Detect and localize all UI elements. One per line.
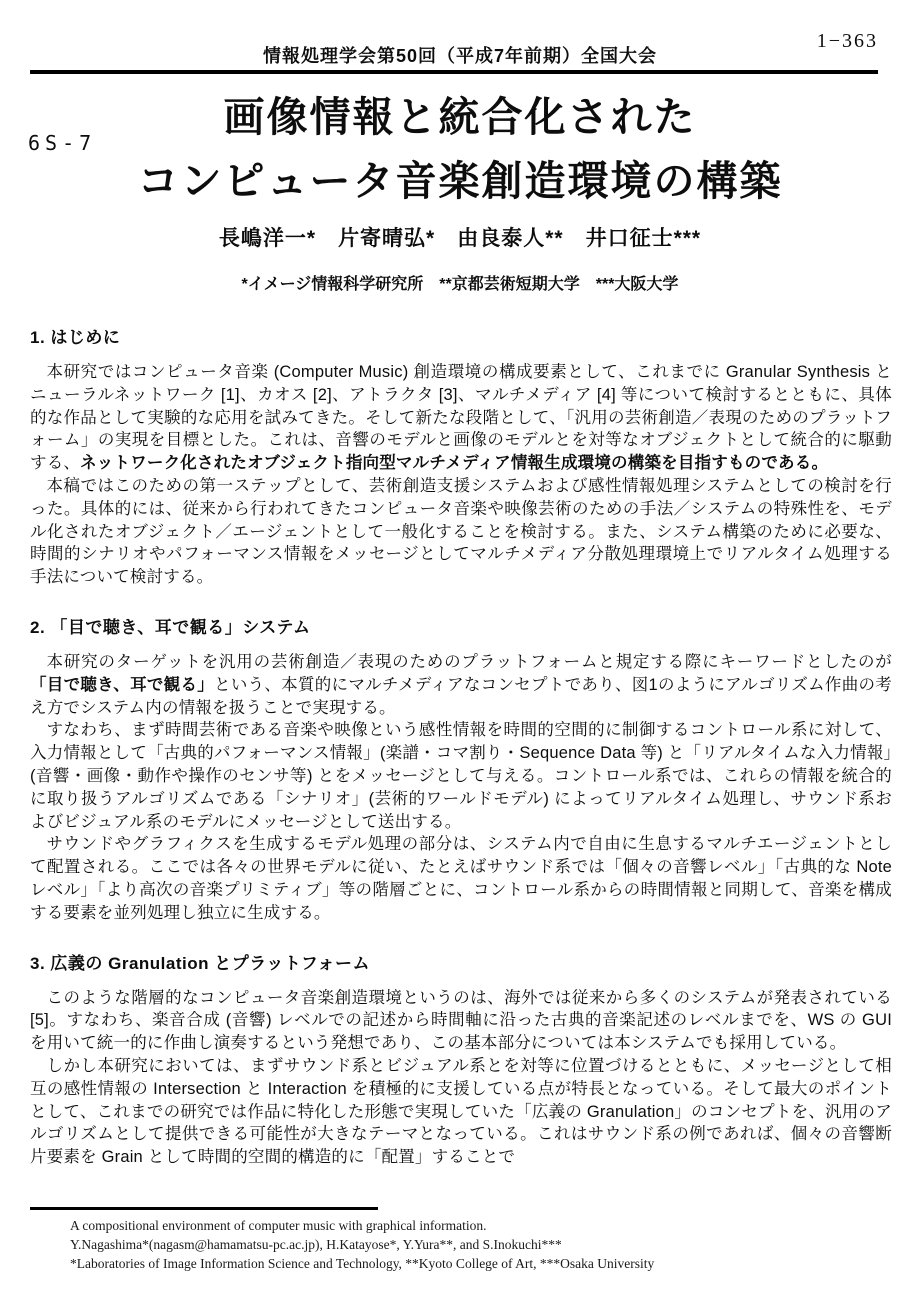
section-heading: 3. 広義の Granulation とプラットフォーム: [30, 953, 371, 973]
paragraph-text: このような階層的なコンピュータ音楽創造環境というのは、海外では従来から多くのシステムが発表されている [5]。すなわち、楽音合成 (音響) レベルでの記述から時間軸に沿った古典的音楽記述のレベルまでを、WS の GUI を用いて統一的に作曲し演奏するという発想であり、この基本部分については本システムでも採用している。: [30, 988, 892, 1053]
paragraph-bold-text: ネットワーク化されたオブジェクト指向型マルチメディア情報生成環境の構築を目指すものである。: [80, 454, 829, 473]
paper-title-line1: 画像情報と統合化された: [223, 94, 697, 140]
section-introduction: [30, 323, 892, 589]
paragraph: [30, 361, 892, 475]
paragraph: [30, 987, 892, 1055]
paragraph-text: すなわち、まず時間芸術である音楽や映像という感性情報を時間的空間的に制御するコントロール系に対して、入力情報として「古典的パフォーマンス情報」(楽譜・コマ割り・Sequence Data 等) と「リアルタイムな入力情報」(音響・画像・動作や操作のセンサ等) とをメッセージとして与える。コントロール系では、これらの情報を統合的に取り扱うアルゴリズムである「シナリオ」(芸術的ワールドモデル) によってリアルタイム処理し、サウンド系およびビジュアル系のモデルにメッセージとして送出する。: [30, 721, 892, 831]
paragraph-bold-text: 「目で聴き、耳で観る」: [30, 675, 215, 694]
section-granulation-platform: [30, 949, 892, 1169]
paragraph-text: サウンドやグラフィクスを生成するモデル処理の部分は、システム内で自由に生息するマルチエージェントとして配置される。ここでは各々の世界モデルに従い、たとえばサウンド系では「個々の音響レベル」「古典的な Note レベル」「より高次の音楽プリミティブ」等の階層ごとに、コントロール系からの時間情報と同期して、音楽を構成する要素を並列処理し独立に生成する。: [30, 835, 892, 922]
paragraph: [30, 475, 892, 589]
affiliations-line: *イメージ情報科学研究所 **京都芸術短期大学 ***大阪大学: [241, 276, 679, 293]
conference-header: 情報処理学会第50回（平成7年前期）全国大会: [262, 46, 658, 66]
paragraph-text: 本稿ではこのための第一ステップとして、芸術創造支援システムおよび感性情報処理システムとしての検討を行った。具体的には、従来から行われてきたコンピュータ音楽や映像芸術のための手法／システムの特殊性を、モデル化されたオブジェクト／エージェントとして一般化することを検討する。また、システム構築のために必要な、時間的シナリオやパフォーマンス情報をメッセージとしてマルチメディア分散処理環境上でリアルタイム処理する手法について検討する。: [30, 476, 892, 587]
page-number: 1−363: [816, 30, 878, 52]
paragraph: [30, 719, 892, 833]
footnote: [30, 1207, 892, 1273]
footnote-english-affiliations: *Laboratories of Image Information Science and Technology, **Kyoto College of Art, ***Osaka University: [70, 1256, 655, 1271]
paragraph: [30, 833, 892, 924]
section-heading: 1. はじめに: [30, 328, 121, 347]
paragraph-text: 本研究ではコンピュータ音楽 (Computer Music) 創造環境の構成要素として、これまでに Granular Synthesis とニューラルネットワーク [1]、カオス [2]、アトラクタ [3]、マルチメディア [4] 等について検討するとともに、具体的な作品として実験的な応用を試みてきた。そして新たな段階として、「汎用の芸術創造／表現のためのプラットフォーム」の実現を目標とした。これは、音響のモデルと画像のモデルとを対等なオブジェクトとして統合的に駆動する、: [30, 363, 892, 473]
paragraph-text: 本研究のターゲットを汎用の芸術創造／表現のためのプラットフォームと規定する際にキーワードとしたのが: [46, 652, 892, 671]
paragraph: [30, 651, 892, 719]
section-heading: 2. 「目で聴き、耳で観る」システム: [30, 617, 311, 637]
footnote-english-title: A compositional environment of computer music with graphical information.: [70, 1218, 487, 1233]
session-code: 6S-7: [28, 131, 97, 155]
header-rule: [30, 70, 878, 74]
authors-line: 長嶋洋一* 片寄晴弘* 由良泰人** 井口征士***: [218, 227, 702, 250]
paper-body: [30, 323, 892, 1203]
paper-title-line2: コンピュータ音楽創造環境の構築: [137, 158, 783, 204]
paragraph-text: しかし本研究においては、まずサウンド系とビジュアル系とを対等に位置づけるとともに、メッセージとして相互の感性情報の Intersection と Interaction を積極的に支援している点が特長となっている。そして最大のポイントとして、これまでの研究では作品に特化した形態で実現していた「広義の Granulation」のコンセプトを、汎用のアルゴリズムとして提供できる可能性が大きなテーマとなっている。これはサウンド系の例であれば、個々の音響断片要素を Grain として時間的空間的構造的に「配置」することで: [30, 1056, 892, 1167]
footnote-rule: [30, 1207, 378, 1210]
paragraph: [30, 1055, 892, 1169]
footnote-english-authors: Y.Nagashima*(nagasm@hamamatsu-pc.ac.jp), H.Katayose*, Y.Yura**, and S.Inokuchi***: [70, 1237, 562, 1252]
section-system-concept: [30, 613, 892, 925]
paragraph-text: という、本質的にマルチメディアなコンセプトであり、図1のようにアルゴリズム作曲の考え方でシステム内の情報を扱うことで実現する。: [30, 675, 892, 717]
